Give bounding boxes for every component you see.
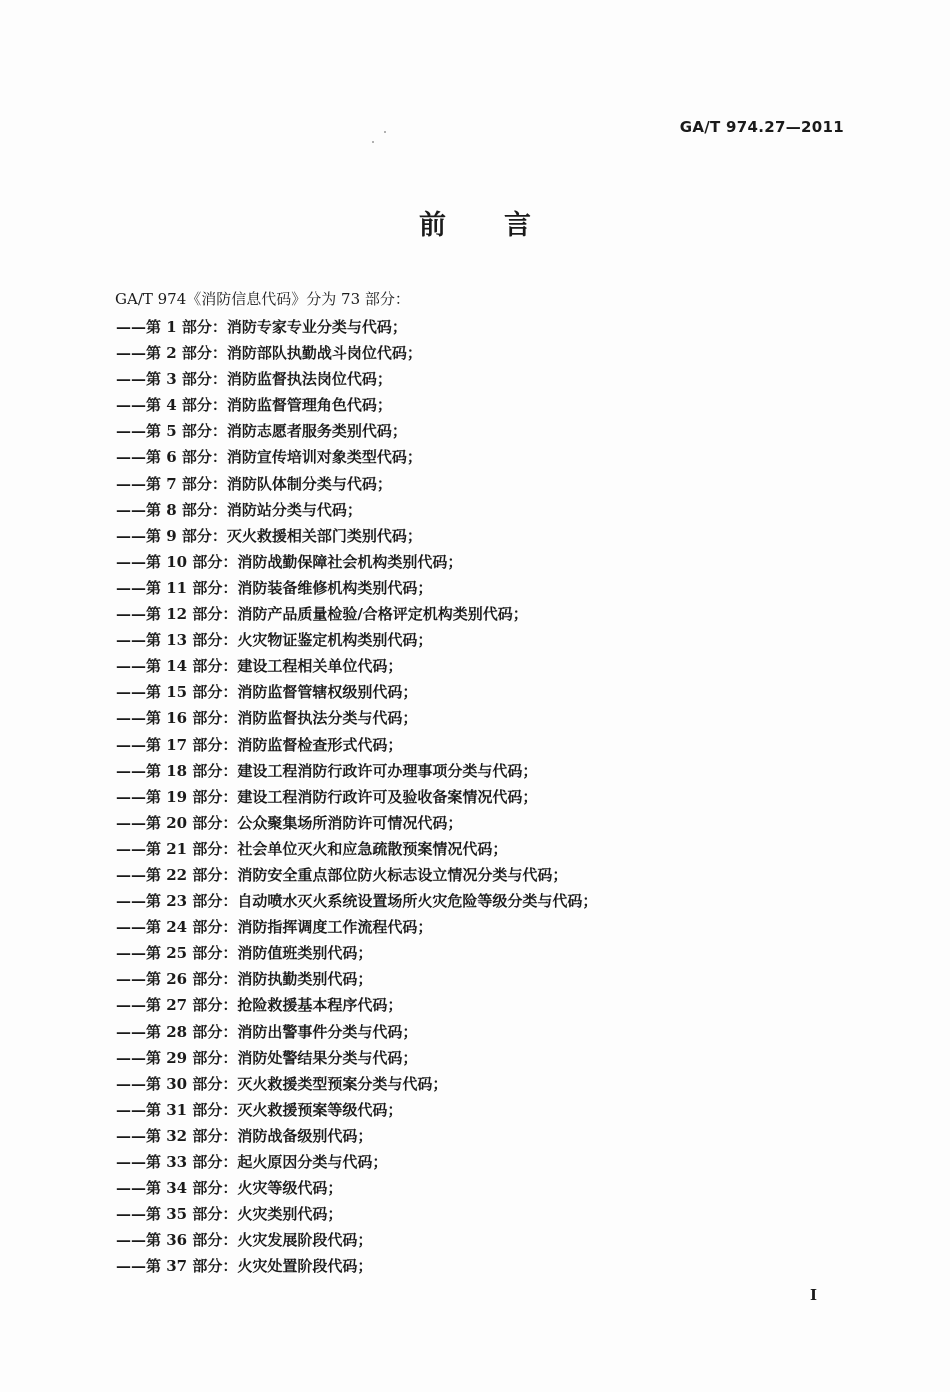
list-item: ——第 18 部分：建设工程消防行政许可办理事项分类与代码； — [116, 761, 538, 780]
list-item: ——第 34 部分：火灾等级代码； — [116, 1179, 343, 1198]
list-item: ——第 29 部分：消防处警结果分类与代码； — [116, 1048, 418, 1067]
list-item: ——第 31 部分：灭火救援预案等级代码； — [116, 1100, 403, 1119]
list-item: ——第 21 部分：社会单位灭火和应急疏散预案情况代码； — [116, 839, 508, 858]
list-item: ——第 26 部分：消防执勤类别代码； — [116, 970, 373, 989]
list-item: ——第 12 部分：消防产品质量检验/合格评定机构类别代码； — [116, 605, 528, 624]
list-item: ——第 14 部分：建设工程相关单位代码； — [116, 657, 403, 676]
list-item: ——第 9 部分：灭火救援相关部门类别代码； — [116, 526, 422, 545]
list-item: ——第 36 部分：火灾发展阶段代码； — [116, 1231, 373, 1250]
page-title: 前言 — [419, 210, 589, 241]
list-item: ——第 24 部分：消防指挥调度工作流程代码； — [116, 918, 433, 937]
list-item: ——第 30 部分：灭火救援类型预案分类与代码； — [116, 1074, 448, 1093]
scan-speck — [384, 131, 386, 133]
list-item: ——第 23 部分：自动喷水灭火系统设置场所火灾危险等级分类与代码； — [116, 892, 598, 911]
list-item: ——第 33 部分：起火原因分类与代码； — [116, 1153, 388, 1171]
page-number: I — [809, 1286, 817, 1304]
list-item: ——第 8 部分：消防站分类与代码； — [116, 500, 362, 519]
list-item: ——第 25 部分：消防值班类别代码； — [116, 944, 373, 963]
list-item: ——第 27 部分：抢险救援基本程序代码； — [116, 996, 403, 1015]
list-item: ——第 19 部分：建设工程消防行政许可及验收备案情况代码； — [116, 787, 538, 806]
list-item: ——第 17 部分：消防监督检查形式代码； — [116, 735, 403, 754]
list-item: ——第 11 部分：消防装备维修机构类别代码； — [116, 578, 433, 597]
intro-text: GA/T 974《消防信息代码》分为 73 部分： — [115, 290, 410, 308]
list-item: ——第 16 部分：消防监督执法分类与代码； — [116, 709, 418, 728]
list-item: ——第 6 部分：消防宣传培训对象类型代码； — [116, 448, 422, 467]
list-item: ——第 22 部分：消防安全重点部位防火标志设立情况分类与代码； — [116, 865, 568, 884]
list-item: ——第 4 部分：消防监督管理角色代码； — [116, 396, 392, 415]
parts-list — [116, 317, 597, 1282]
list-item: ——第 5 部分：消防志愿者服务类别代码； — [116, 422, 407, 441]
list-item: ——第 3 部分：消防监督执法岗位代码； — [116, 370, 392, 389]
standard-code: GA/T 974.27—2011 — [679, 118, 844, 136]
list-item: ——第 32 部分：消防战备级别代码； — [116, 1126, 373, 1145]
list-item: ——第 37 部分：火灾处置阶段代码； — [116, 1257, 373, 1276]
list-item: ——第 7 部分：消防队体制分类与代码； — [116, 474, 392, 493]
scan-speck — [372, 141, 374, 143]
list-item: ——第 20 部分：公众聚集场所消防许可情况代码； — [116, 813, 463, 832]
list-item: ——第 35 部分：火灾类别代码； — [116, 1205, 343, 1224]
list-item: ——第 2 部分：消防部队执勤战斗岗位代码； — [116, 344, 422, 363]
list-item: ——第 13 部分：火灾物证鉴定机构类别代码； — [116, 631, 433, 650]
list-item: ——第 28 部分：消防出警事件分类与代码； — [116, 1022, 418, 1041]
list-item: ——第 15 部分：消防监督管辖权级别代码； — [116, 683, 418, 702]
list-item: ——第 1 部分：消防专家专业分类与代码； — [116, 318, 407, 336]
list-item: ——第 10 部分：消防战勤保障社会机构类别代码； — [116, 552, 463, 571]
